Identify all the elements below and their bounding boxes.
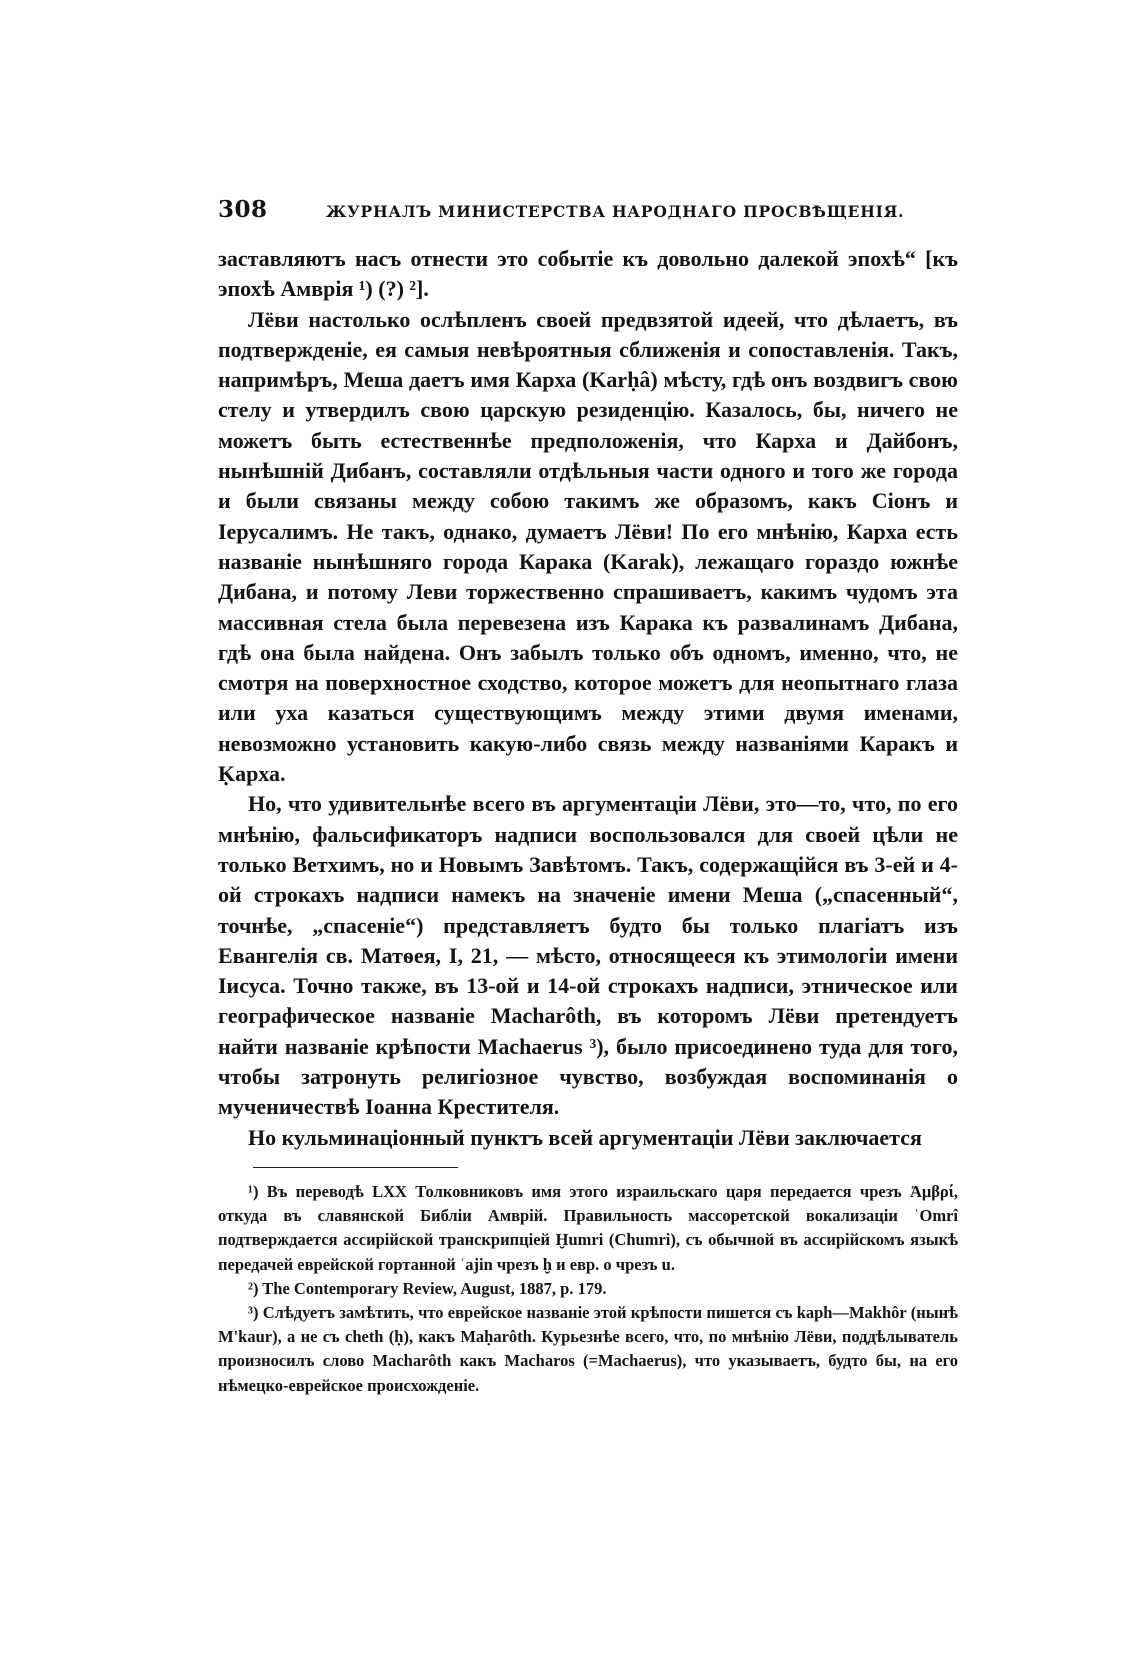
page-number: 308 — [218, 196, 268, 223]
paragraph-4: Но кульминаціонный пунктъ всей аргументаціи Лёви заключается — [248, 1124, 922, 1150]
paragraph-2: Лёви настолько ослѣпленъ своей предвзятой идеей, что дѣлаетъ, въ подтвержденіе, ея самыя невѣроятныя сближенія и сопоставленія. Такъ, напримѣръ, Меша даетъ имя Карха (Karḥâ) мѣсту, гдѣ онъ воздвигъ свою стелу и утвердилъ свою царскую резиденцію. Казалось, бы, ничего не можетъ быть естественнѣе предположенія, что Карха и Дайбонъ, нынѣшній Дибанъ, составляли отдѣльныя части одного и того же города и были связаны между собою такимъ же образомъ, какъ Сіонъ и Іерусалимъ. Не такъ, однако, думаетъ Лёви! По его мнѣнію, Карха есть названіе нынѣшняго города Карака (Karak), лежащаго гораздо южнѣе Дибана, и потому Леви торжественно спрашиваетъ, какимъ чудомъ эта массивная стела была перевезена изъ Карака къ развалинамъ Дибана, гдѣ она была найдена. Онъ забылъ только объ одномъ, именно, что, не смотря на поверхностное сходство, которое можетъ для неопытнаго глаза или уха казаться существующимъ между этими двумя именами, невозможно установить какую-либо связь между названіями Каракъ и Ḳарха. — [218, 306, 958, 787]
running-head: ЖУРНАЛЪ МИНИСТЕРСТВА НАРОДНАГО ПРОСВѢЩЕНІЯ. — [326, 202, 905, 221]
page — [218, 196, 958, 1398]
footnote-3: ³) Слѣдуетъ замѣтить, что еврейское названіе этой крѣпости пишется съ kaph—Makhôr (нынѣ M'kaur), а не съ cheth (ḥ), какъ Maḥarôth. Курьезнѣе всего, что, по мнѣнію Лёви, поддѣлыватель произносилъ слово Macharôth какъ Macharos (=Machaerus), что указываетъ, будто бы, на его нѣмецко-еврейское происхожденіе. — [218, 1302, 958, 1395]
footnote-2: ²) The Contemporary Review, August, 1887, p. 179. — [248, 1278, 607, 1298]
footnotes — [218, 1180, 958, 1398]
page-header — [218, 196, 958, 230]
paragraph-1: заставляютъ насъ отнести это событіе къ довольно далекой эпохѣ“ [къ эпохѣ Амврія ¹) (?) ²]. — [218, 246, 958, 302]
paragraph-3: Но, что удивительнѣе всего въ аргументаціи Лёви, это—то, что, по его мнѣнію, фальсификаторъ надписи воспользовался для своей цѣли не только Ветхимъ, но и Новымъ Завѣтомъ. Такъ, содержащійся въ 3-ей и 4-ой строкахъ надписи намекъ на значеніе имени Меша („спасенный“, точнѣе, „спасеніе“) представляетъ будто бы только плагіатъ изъ Евангелія св. Матѳея, I, 21, — мѣсто, относящееся къ этимологіи имени Іисуса. Точно также, въ 13-ой и 14-ой строкахъ надписи, этническое или географическое названіе Macharôth, въ которомъ Лёви претендуетъ найти названіе крѣпости Machaerus ³), было присоединено туда для того, чтобы затронуть религіозное чувство, возбуждая воспоминанія о мученичествѣ Іоанна Крестителя. — [218, 791, 958, 1120]
footnote-1: ¹) Въ переводѣ LXX Толковниковъ имя этого израильскаго царя передается чрезъ Ἀμβρί, откуда въ славянской Библіи Амврій. Правильность массоретской вокализаціи ʿOmrî подтверждается ассирійской транскрипціей Ḫumri (Chumri), съ обычной въ ассирійскомъ языкѣ передачей еврейской гортанной ʿajin чрезъ ḫ и евр. o чрезъ u. — [218, 1181, 958, 1274]
body-text — [218, 244, 958, 1153]
footnote-divider — [253, 1167, 458, 1168]
